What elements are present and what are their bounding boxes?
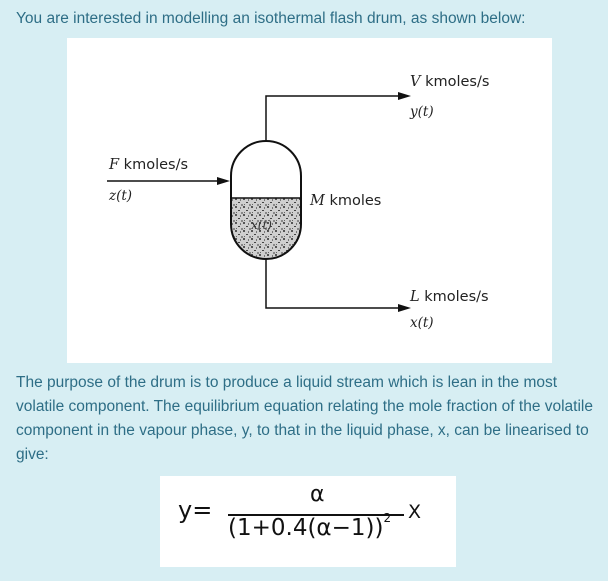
- feed-arrowhead: [217, 177, 230, 185]
- equation-rhs-variable: X: [408, 501, 422, 523]
- equation-exponent: 2: [383, 511, 392, 526]
- liquid-composition-tag: x(t): [251, 218, 272, 232]
- holdup-label: M kmoles: [310, 193, 382, 209]
- equilibrium-equation: [160, 476, 456, 567]
- feed-flow-label: F kmoles/s: [109, 157, 189, 173]
- equation-numerator: α: [310, 482, 325, 507]
- equation-denominator: $(1+0.4(\alpha-1))^2$: [228, 511, 392, 541]
- vapour-flow-label: V kmoles/s: [410, 74, 490, 90]
- description-paragraph: The purpose of the drum is to produce a liquid stream which is lean in the most volatile component. The equilibrium equation relating the mole fraction of the volatile component in the vapour phase, y, to that in the liquid phase, x, can be linearised to give:: [16, 374, 593, 463]
- liquid-arrowhead: [398, 304, 411, 312]
- equation-lhs: y=: [178, 496, 213, 524]
- liquid-stream: [266, 259, 405, 308]
- vapour-stream: [266, 96, 405, 141]
- vapour-arrowhead: [398, 92, 411, 100]
- liquid-flow-label: L kmoles/s: [410, 289, 489, 305]
- liquid-composition: x(t): [410, 315, 434, 331]
- intro-text: You are interested in modelling an isothermal flash drum, as shown below:: [16, 10, 526, 27]
- feed-composition: z(t): [109, 188, 133, 204]
- flash-drum-diagram: [67, 38, 552, 363]
- vapour-composition: y(t): [410, 104, 434, 120]
